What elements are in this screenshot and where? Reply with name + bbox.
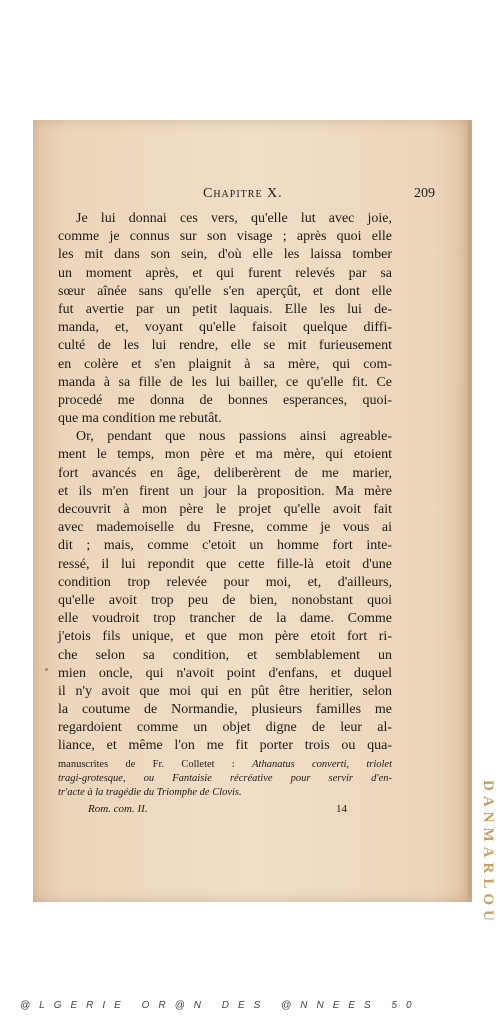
text-line: decouvrit à mon père le projet qu'elle avoit fait <box>58 502 392 517</box>
text-line: Or, pendant que nous passions ainsi agreable- <box>76 429 392 445</box>
text-line: manda à sa fille de les lui bailler, ce qu'elle fit. Ce <box>58 374 392 390</box>
footnote-title: Athanatus converti, triolet <box>252 759 393 770</box>
text-line: culté de les lui rendre, elle se mit furieusement <box>58 338 392 354</box>
text-line: Je lui donnai ces vers, qu'elle lut avec joie, <box>76 211 392 226</box>
text-line: liance, et même l'on me fit porter trois ou qua- <box>58 738 392 754</box>
text-line: mien oncle, qui n'avoit point d'enfans, et duquel <box>58 665 392 681</box>
text-line: ressé, il lui repondit que cette fille-là etoit d'une <box>58 556 392 572</box>
text-line: avec mademoiselle du Fresne, comme je vous ai <box>58 520 392 536</box>
footnote-title: tr'acte à la tragédie du Triomphe de Clovis. <box>58 787 242 798</box>
book-page <box>33 120 468 902</box>
body-text <box>58 210 392 756</box>
text-line: elle voudroit trop trancher de la dame. Comme <box>58 611 392 627</box>
text-line: fut avertie par un petit laquais. Elle les lui de- <box>58 301 392 317</box>
page-speck <box>45 668 48 671</box>
text-line: regardoient comme un objet digne de leur al- <box>58 720 392 736</box>
text-line: un moment après, et qui furent relevés par sa <box>58 265 392 281</box>
footnote-title: tragi-grotesque, ou Fantaisie récréative pour servir d'en- <box>58 773 392 784</box>
text-line: qu'elle avoit trop peu de bien, nonobstant quoi <box>58 592 392 608</box>
signature-title: Rom. com. II. <box>88 803 148 815</box>
text-line: et ils m'en firent un jour la proposition. Ma mère <box>58 483 392 499</box>
text-line: la coutume de Normandie, plusieurs familles me <box>58 702 392 718</box>
chapter-heading: Chapitre X. <box>203 186 283 201</box>
page-number: 209 <box>414 186 435 201</box>
text-line: que ma condition me rebutât. <box>58 411 222 427</box>
text-line: en colère et s'en plaignit à sa mère, qui com- <box>58 356 392 372</box>
signature-mark: 14 <box>336 803 347 815</box>
text-line: j'etois fils unique, et que mon père etoit fort ri- <box>58 629 392 645</box>
text-line: che selon sa condition, et semblablement un <box>58 647 392 663</box>
text-line: il n'y avoit que moi qui en pût être heritier, selon <box>58 683 392 699</box>
text-line: procedé me donna de bonnes esperances, quoi- <box>58 392 392 408</box>
text-line: sœur aînée sans qu'elle s'en aperçût, et dont elle <box>58 283 392 299</box>
text-line: les mit dans son sein, d'où elle les laissa tomber <box>58 247 392 263</box>
text-line: ment le temps, mon père et ma mère, qui etoient <box>58 447 392 463</box>
text-line: condition trop relevée pour moi, et, d'ailleurs, <box>58 574 392 590</box>
text-line: dit ; mais, comme c'etoit un homme fort inte- <box>58 538 392 554</box>
text-line: comme je connus sur son visage ; après quoi elle <box>58 229 392 245</box>
text-line: fort avancés en âge, deliberèrent de me marier, <box>58 465 392 481</box>
footnote-line <box>58 772 392 786</box>
side-watermark: DANMARLOU <box>480 780 496 926</box>
footnote <box>58 758 392 800</box>
footnote-text: manuscrites de Fr. Colletet : <box>58 759 253 770</box>
footnote-line <box>58 786 392 800</box>
footnote-line <box>58 758 392 772</box>
footer-watermark: @LGERIE OR@N DES @NNEES 50 <box>20 1000 421 1011</box>
text-line: manda, et, voyant qu'elle faisoit quelque diffi- <box>58 320 392 336</box>
